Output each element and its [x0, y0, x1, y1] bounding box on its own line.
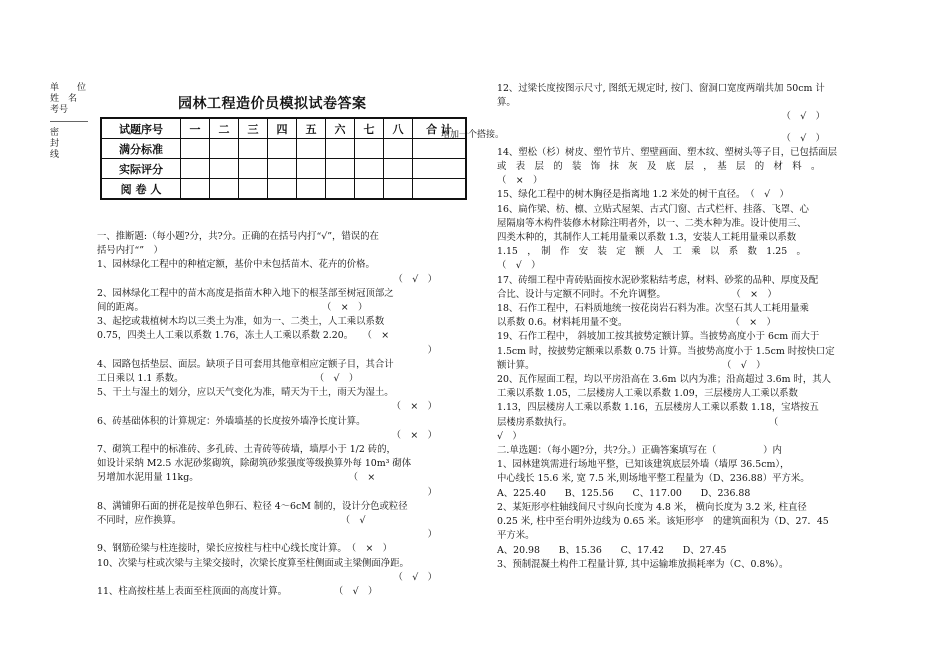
score-cell: [210, 159, 239, 179]
answer-mark: ）: [427, 486, 437, 498]
score-cell: [268, 159, 297, 179]
question-line: 额计算。 （ √ ）: [497, 359, 766, 371]
question-line: 1.15 ， 制 作 安 装 定 额 人 工 乘 以 系 数 1.25 。: [497, 246, 806, 258]
question-line: 3、起挖或栽植树木均以三类土为准，如为一、二类土，人工乘以系数: [97, 316, 385, 328]
answer-mark: （ √ ）: [781, 132, 825, 144]
score-cell: [355, 159, 384, 179]
answer-mark: （ √ ）: [497, 260, 541, 272]
score-header-cell: 七: [355, 118, 384, 139]
score-row-label: 阅 卷 人: [101, 179, 181, 200]
score-cell: [297, 159, 326, 179]
question-line: 20、瓦作屋面工程，均以平房沿高在 3.6m 以内为准；沿高超过 3.6m 时，其人: [497, 374, 831, 386]
question-line: 2、园林绿化工程中的苗木高度是指苗木种入地下的根茎部至树冠顶部之: [97, 287, 394, 299]
question-line: 以系数 0.6。材料耗用量不变。 （ × ）: [497, 317, 776, 329]
exam-number-label: 考号: [50, 105, 69, 115]
score-header-cell: 合 计: [413, 118, 467, 139]
score-cell: [297, 139, 326, 159]
score-cell: [239, 139, 268, 159]
answer-mark: ）: [427, 529, 437, 541]
score-table: [100, 117, 467, 200]
score-table-row: [101, 139, 466, 159]
question-line: 3、预制混凝土构件工程量计算, 其中运输堆放损耗率为（C、0.8%）。: [497, 558, 789, 570]
score-cell: [326, 139, 355, 159]
question-line: 工日乘以 1.1 系数。 （ √ ）: [97, 373, 359, 385]
score-cell: [268, 139, 297, 159]
question-line: 4、园路包括垫层、面层。缺项子目可套用其他章相应定额子目，其合计: [97, 358, 394, 370]
option-line: A、20.98 B、15.36 C、17.42 D、27.45: [497, 544, 727, 556]
score-cell: [326, 179, 355, 200]
answer-mark: （ √ ）: [781, 111, 825, 123]
question-line: 18、石作工程中，石料质地统一按花岗岩石料为准。次坚石其人工耗用量乘: [497, 303, 809, 315]
text-line: 括号内打“” ）: [97, 245, 163, 257]
question-line: 另增加水泥用量 11kg。 （ ×: [97, 472, 376, 484]
question-line: 中心线长 15.6 米, 宽 7.5 米,则场地平整工程量为（D、236.88）平方米。: [497, 473, 810, 485]
question-line: 1、园林建筑需进行场地平整，已知该建筑底层外墙（墙厚 36.5cm），: [497, 459, 790, 471]
binding-margin: [50, 83, 88, 161]
score-header-cell: 二: [210, 118, 239, 139]
option-line: A、225.40 B、125.56 C、117.00 D、236.88: [497, 487, 751, 499]
question-line: 工乘以系数 1.05，二层楼房人工乘以系数 1.09，三层楼房人工乘以系数: [497, 388, 798, 400]
score-cell: [239, 179, 268, 200]
question-line: 7、砌筑工程中的标准砖、多孔砖、土青砖等砖墙，墙厚小于 1/2 砖的，: [97, 444, 396, 456]
seal-rule: [50, 121, 88, 122]
question-line: 11、柱高按柱基上表面至柱顶面的高度计算。 （ √ ）: [97, 586, 378, 598]
answer-mark: （ √ ）: [393, 273, 437, 285]
score-table-row: [101, 179, 466, 200]
seal-char: 密: [50, 128, 60, 138]
answer-mark: ）: [427, 344, 437, 356]
score-cell: [384, 139, 413, 159]
score-cell: [413, 179, 467, 200]
question-line: 1.5cm 时，按披势定额乘以系数 0.75 计算。当披势高度小于 1.5cm 时按快口定: [497, 345, 835, 357]
question-line: 2、某矩形亭柱轴线间尺寸纵向长度为 4.8 米， 横向长度为 3.2 米, 柱直径: [497, 501, 807, 513]
score-cell: [297, 179, 326, 200]
seal-line-text: [50, 128, 62, 161]
question-line: 5、干土与湿土的划分，应以天气变化为准，晴天为干土，雨天为湿土。: [97, 387, 394, 399]
score-cell: [384, 159, 413, 179]
question-line: 算。: [497, 97, 516, 109]
question-line: 层楼房系数执行。 （: [497, 416, 779, 428]
seal-char: 封: [50, 139, 60, 149]
score-header-cell: 五: [297, 118, 326, 139]
right-column: [497, 82, 847, 572]
score-header-cell: 三: [239, 118, 268, 139]
score-cell: [268, 179, 297, 200]
margin-note: 增加一个搭接。: [441, 130, 505, 140]
question-line: 间的距离。 （ × ）: [97, 302, 368, 314]
answer-mark: （ √ ）: [393, 571, 437, 583]
question-line: 9、钢筋砼梁与柱连接时，梁长应按柱与柱中心线长度计算。 （ × ）: [97, 543, 393, 555]
question-line: 1、园林绿化工程中的种植定额，基价中未包括苗木、花卉的价格。: [97, 259, 375, 271]
question-line: 8、满铺卵石面的拼花是按单色卵石、粒径 4～6cM 制的，设计分色或粒径: [97, 500, 408, 512]
section-heading: 一、推断题:（每小题?分，共?分。正确的在括号内打“√”，错误的在: [97, 231, 379, 242]
question-line: 不同时，应作换算。 （ √: [97, 515, 366, 527]
score-cell: [210, 139, 239, 159]
left-column: [97, 230, 459, 599]
question-line: 14、塑松（杉）树皮、塑竹节片、塑壁画面、塑木纹、塑树头等子目，已包括面层: [497, 146, 838, 158]
question-line: 0.75，四类土人工乘以系数 1.76，冻土人工乘以系数 2.20。 （ ×: [97, 330, 390, 342]
answer-mark: （ × ）: [497, 175, 543, 187]
score-cell: [181, 179, 210, 200]
unit-label: 单 位: [50, 83, 87, 93]
score-cell: [355, 139, 384, 159]
score-cell: [413, 139, 467, 159]
score-table-header-row: [101, 118, 466, 139]
question-line: 合比、设计与定额不同时。不允许调整。 （ × ）: [497, 288, 777, 300]
score-cell: [239, 159, 268, 179]
question-line: 17、砖细工程中青砖贴面按水泥砂浆粘结考虑，材料、砂浆的品种、厚度及配: [497, 274, 819, 286]
score-cell: [413, 159, 467, 179]
question-line: 1.13，四层楼房人工乘以系数 1.16，五层楼房人工乘以系数 1.18，宝塔按五: [497, 402, 819, 414]
score-header-cell: 八: [384, 118, 413, 139]
score-cell: [210, 179, 239, 200]
question-line: 19、石作工程中， 斜坡加工按其披势定额计算。当披势高度小于 6cm 而大于: [497, 331, 820, 343]
question-line: 12、过梁长度按图示尺寸, 图纸无规定时, 按门、窗洞口宽度两端共加 50cm 计: [497, 83, 825, 94]
question-line: 屋隔扇等木构件装修木材除注明者外，以一、二类木种为准。设计使用三、: [497, 217, 807, 229]
score-cell: [181, 139, 210, 159]
question-line: 16、扁作梁、枋、檩、立贴式屋架、古式门窗、古式栏杆、挂落、飞罩、心: [497, 203, 809, 215]
score-cell: [181, 159, 210, 179]
spacer: [497, 125, 847, 132]
question-line: 如设计采纳 M2.5 水泥砂浆砌筑，除砌筑砂浆强度等级换算外每 10m³ 砌体: [97, 458, 412, 470]
score-header-cell: 试题序号: [101, 118, 181, 139]
question-line: 6、砖基础体积的计算规定：外墙墙基的长度按外墙净长度计算。: [97, 415, 366, 427]
question-line: 四类木种的，其制作人工耗用量乘以系数 1.3，安装人工耗用量乘以系数: [497, 232, 797, 244]
question-line: 10、次梁与柱或次梁与主梁交接时，次梁长度算至柱侧面或主梁侧面净距。: [97, 557, 409, 569]
seal-char: 线: [50, 150, 60, 160]
score-cell: [326, 159, 355, 179]
answer-mark: （ × ）: [391, 401, 437, 413]
question-line: 15、绿化工程中的树木胸径是指离地 1.2 米处的树干直径。 （ √ ）: [497, 189, 789, 201]
question-line: 0.25 米, 柱中至台明外边线为 0.65 米。该矩形亭 的建筑面积为（D、27．45: [497, 516, 829, 528]
answer-mark: （ × ）: [391, 429, 437, 441]
score-header-cell: 六: [326, 118, 355, 139]
score-header-cell: 一: [181, 118, 210, 139]
answer-mark: √ ）: [497, 430, 522, 442]
section-heading: 二.单选题：（每小题?分，共?分。）正确答案填写在（ ）内: [497, 445, 782, 457]
score-cell: [384, 179, 413, 200]
question-line: 或 表 层 的 装 饰 抹 灰 及 底 层 ， 基 层 的 材 料 。: [497, 161, 821, 173]
question-line: 平方米。: [497, 530, 535, 542]
name-label: 姓 名: [50, 94, 78, 104]
score-header-cell: 四: [268, 118, 297, 139]
score-cell: [355, 179, 384, 200]
score-row-label: 实际评分: [101, 159, 181, 179]
score-row-label: 满分标准: [101, 139, 181, 159]
page-title: 园林工程造价员模拟试卷答案: [178, 96, 367, 112]
score-table-row: [101, 159, 466, 179]
